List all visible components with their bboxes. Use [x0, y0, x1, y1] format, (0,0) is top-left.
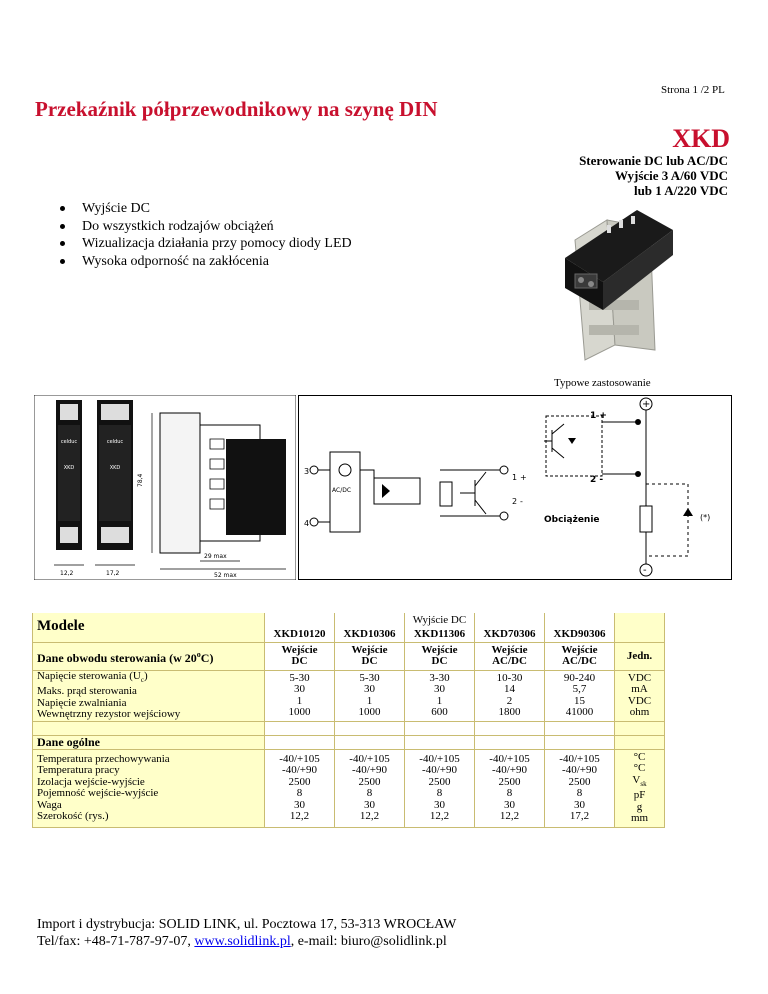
model-column-header: XKD10306: [335, 628, 405, 642]
page-number: Strona 1 /2 PL: [661, 84, 725, 96]
sign-label: -: [520, 497, 523, 506]
terminal-label: 1: [512, 473, 518, 482]
control-section-label: Dane obwodu sterowania (w 20$^o$C): [33, 642, 265, 670]
feature-item: Wizualizacja działania przy pomocy diody LED: [58, 235, 352, 253]
value-cell: -40/+105 -40/+90 2500 8 30 12,2: [335, 749, 405, 827]
row-label: Maks. prąd sterowania: [37, 685, 137, 698]
input-type-cell: Wejście AC/DC: [475, 642, 545, 670]
value-cell: -40/+105 -40/+90 2500 8 30 12,2: [265, 749, 335, 827]
value-cell: 3-30 30 1 600: [405, 670, 475, 721]
inner-dimension: 29 max: [204, 553, 227, 560]
subtitle: [579, 153, 728, 198]
typical-application-caption: Typowe zastosowanie: [554, 377, 651, 389]
internal-schematic: [300, 400, 532, 572]
input-type-cell: Wejście DC: [405, 642, 475, 670]
row-label: Temperatura pracy: [37, 764, 120, 777]
width-dimension: 12,2: [60, 570, 74, 577]
row-label: Temperatura przechowywania: [37, 752, 170, 765]
value-cell: -40/+105 -40/+90 2500 8 30 12,2: [405, 749, 475, 827]
subtitle-line: Wyjście 3 A/60 VDC: [614, 168, 728, 183]
models-label: Modele: [37, 618, 85, 635]
footer-address: Import i dystrybucja: SOLID LINK, ul. Pocztowa 17, 53-313 WROCŁAW: [37, 917, 457, 932]
note-label: (*): [700, 513, 711, 522]
spec-table: [32, 613, 665, 828]
input-type-cell: Wejście DC: [335, 642, 405, 670]
value-cell: 10-30 14 2 1800: [475, 670, 545, 721]
minus-sign: -: [643, 565, 647, 576]
product-photo: [545, 200, 683, 368]
website-link[interactable]: www.solidlink.pl: [194, 934, 291, 949]
model-column-header: XKD90306: [545, 628, 615, 642]
subtitle-line: Sterowanie DC lub AC/DC: [579, 153, 728, 168]
subtitle-line: lub 1 A/220 VDC: [633, 183, 728, 198]
front-text: celduc: [106, 439, 124, 445]
feature-list: [58, 200, 352, 270]
height-dimension: 78,4: [137, 473, 144, 487]
page-title: Przekaźnik półprzewodnikowy na szynę DIN: [35, 97, 438, 121]
unit-cell: VDC mA VDC ohm: [615, 670, 665, 721]
sign-label: +: [520, 473, 527, 482]
terminal-1-label: 1 +: [590, 411, 607, 421]
value-cell: -40/+105 -40/+90 2500 8 30 17,2: [545, 749, 615, 827]
width-dimension: 17,2: [106, 570, 120, 577]
model-column-header: XKD11306: [405, 628, 475, 642]
plus-sign: +: [642, 399, 651, 410]
feature-item: Do wszystkich rodzajów obciążeń: [58, 218, 352, 236]
row-label: Szerokość (rys.): [37, 810, 109, 823]
input-type-cell: Wejście DC: [265, 642, 335, 670]
row-label: Wewnętrzny rezystor wejściowy: [37, 708, 181, 721]
value-cell: 90-240 5,7 15 41000: [545, 670, 615, 721]
group-label: Wyjście DC: [405, 613, 475, 628]
value-cell: -40/+105 -40/+90 2500 8 30 12,2: [475, 749, 545, 827]
control-row-labels: [33, 670, 265, 721]
dimension-drawing: [34, 395, 296, 580]
input-type-cell: Wejście AC/DC: [545, 642, 615, 670]
row-label: Napięcie sterowania $(U_c)$: [37, 669, 148, 684]
terminal-label: 4: [304, 519, 310, 528]
application-schematic: [538, 396, 728, 578]
front-text: XKD: [63, 465, 75, 471]
model-column-header: XKD10120: [265, 628, 335, 642]
load-label: Obciążenie: [544, 515, 600, 525]
unit-header: Jedn.: [615, 642, 665, 670]
row-label: Napięcie zwalniania: [37, 696, 127, 709]
feature-item: Wyjście DC: [58, 200, 352, 218]
value-cell: 5-30 30 1 1000: [265, 670, 335, 721]
terminal-2-label: 2 -: [590, 475, 604, 485]
footer: [37, 916, 456, 950]
terminal-label: 2: [512, 497, 518, 506]
front-text: XKD: [109, 465, 121, 471]
feature-item: Wysoka odporność na zakłócenia: [58, 253, 352, 271]
block-label: AC/DC: [332, 487, 352, 494]
depth-dimension: 52 max: [214, 572, 237, 579]
row-label: Izolacja wejście-wyjście: [37, 775, 145, 788]
value-cell: 5-30 30 1 1000: [335, 670, 405, 721]
row-label: Waga: [37, 798, 62, 811]
model-code: XKD: [672, 124, 730, 153]
terminal-label: 3: [304, 467, 310, 476]
model-column-header: XKD70306: [475, 628, 545, 642]
general-section-label: Dane ogólne: [33, 735, 265, 749]
row-label: Pojemność wejście-wyjście: [37, 787, 159, 800]
footer-contact: Tel/fax: +48-71-787-97-07, www.solidlink.pl, e-mail: biuro@solidlink.pl: [37, 934, 447, 949]
unit-cell: °C °C $V_{sk}$ pF g mm: [615, 749, 665, 827]
front-text: celduc: [60, 439, 78, 445]
general-row-labels: [33, 749, 265, 827]
